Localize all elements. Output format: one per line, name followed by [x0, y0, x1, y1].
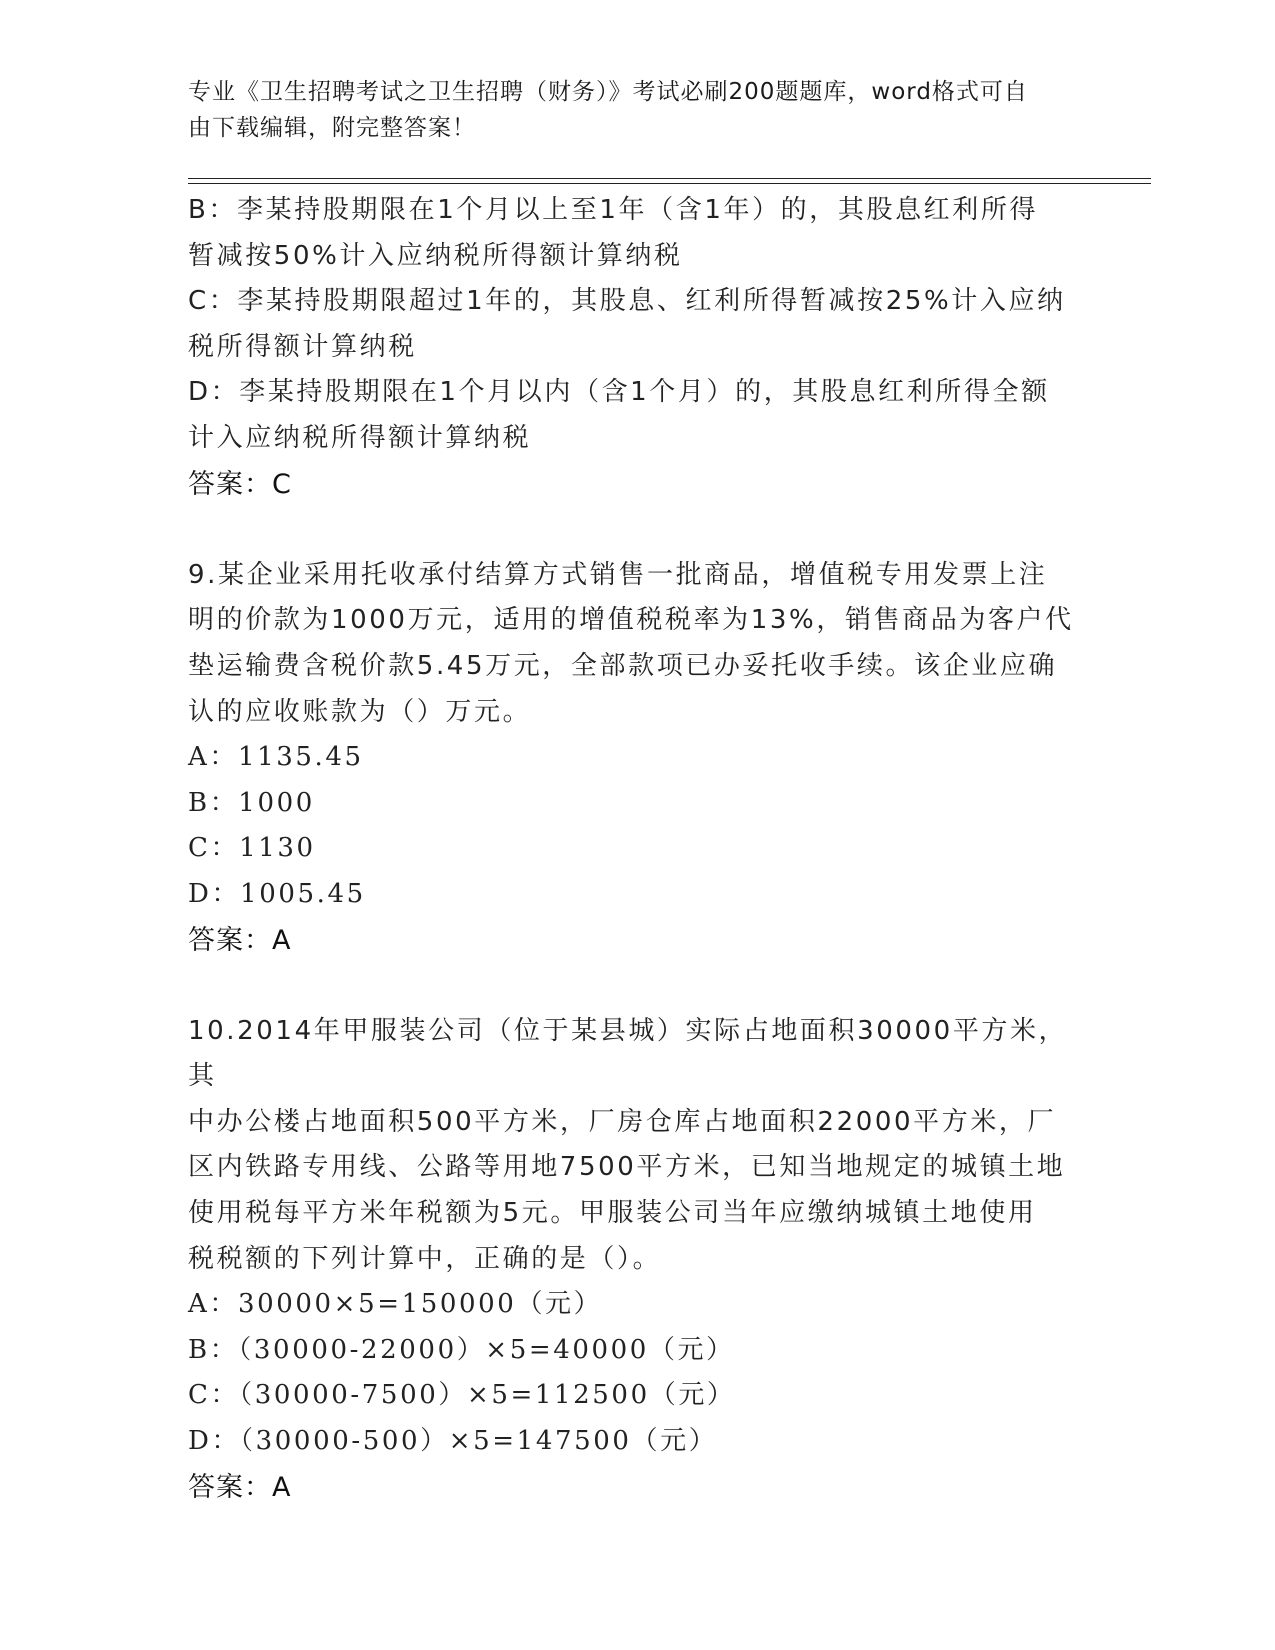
option-c: C：1130	[188, 833, 316, 864]
option-c: C：（30000-7500）×5=112500（元）	[188, 1380, 736, 1411]
option-b-line-2: 暂减按50%计入应纳税所得额计算纳税	[188, 240, 683, 271]
option-d-line-2: 计入应纳税所得额计算纳税	[188, 422, 532, 453]
question-10-line-4: 使用税每平方米年税额为5元。甲服装公司当年应缴纳城镇土地使用	[188, 1198, 1037, 1229]
option-c-line-1: C：李某持股期限超过1年的，其股息、红利所得暂减按25%计入应纳	[188, 286, 1066, 317]
answer-q9: 答案：A	[188, 924, 292, 956]
question-8-continued	[188, 188, 1088, 507]
option-a: A：1135.45	[188, 742, 364, 773]
header-title-line-1: 专业《卫生招聘考试之卫生招聘（财务）》考试必刷200题题库，word格式可自	[188, 79, 1028, 105]
option-c-line-2: 税所得额计算纳税	[188, 331, 417, 362]
answer-q8: 答案：C	[188, 468, 292, 500]
option-b: B：（30000-22000）×5=40000（元）	[188, 1334, 735, 1365]
option-d: D：1005.45	[188, 878, 366, 909]
question-10	[188, 1009, 1088, 1511]
option-a: A：30000×5=150000（元）	[188, 1289, 603, 1320]
option-d-line-1: D：李某持股期限在1个月以内（含1个月）的，其股息红利所得全额	[188, 377, 1050, 408]
option-b: B：1000	[188, 787, 315, 818]
question-9-line-1: 9.某企业采用托收承付结算方式销售一批商品，增值税专用发票上注	[188, 559, 1048, 590]
spacer	[188, 963, 1088, 1009]
header-divider-top	[188, 178, 1151, 179]
question-9-line-3: 垫运输费含税价款5.45万元，全部款项已办妥托收手续。该企业应确	[188, 650, 1058, 681]
document-header	[188, 74, 1078, 146]
spacer	[188, 507, 1088, 553]
question-10-line-5: 税税额的下列计算中，正确的是（）。	[188, 1243, 662, 1274]
option-d: D：（30000-500）×5=147500（元）	[188, 1426, 718, 1457]
document-body	[188, 188, 1088, 1510]
question-9	[188, 553, 1088, 963]
header-divider-bottom	[188, 183, 1151, 184]
question-9-line-4: 认的应收账款为（）万元。	[188, 696, 532, 727]
header-title-line-2: 由下载编辑，附完整答案！	[188, 115, 476, 141]
question-10-line-1: 10.2014年甲服装公司（位于某县城）实际占地面积30000平方米，其	[188, 1015, 1068, 1092]
question-10-line-3: 区内铁路专用线、公路等用地7500平方米，已知当地规定的城镇土地	[188, 1152, 1066, 1183]
question-9-line-2: 明的价款为1000万元，适用的增值税税率为13%，销售商品为客户代	[188, 605, 1074, 636]
answer-q10: 答案：A	[188, 1471, 292, 1503]
question-10-line-2: 中办公楼占地面积500平方米，厂房仓库占地面积22000平方米，厂	[188, 1106, 1057, 1137]
option-b-line-1: B：李某持股期限在1个月以上至1年（含1年）的，其股息红利所得	[188, 195, 1039, 225]
